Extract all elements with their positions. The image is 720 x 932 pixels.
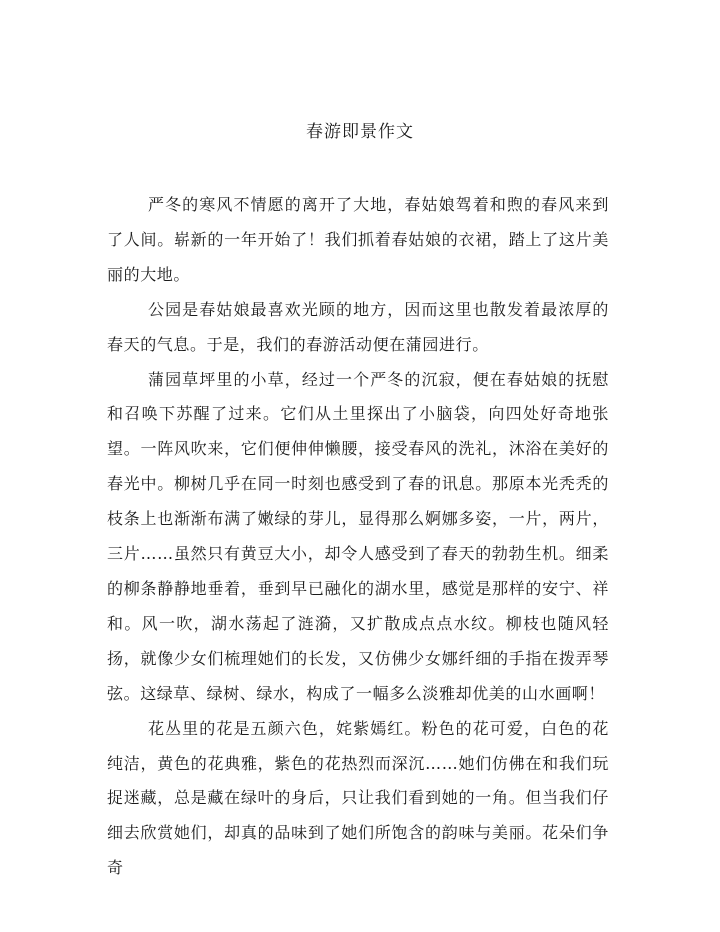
paragraph-4: 花丛里的花是五颜六色，姹紫嫣红。粉色的花可爱，白色的花纯洁，黄色的花典雅，紫色的花热烈而深沉……她们仿佛在和我们玩捉迷藏，总是藏在绿叶的身后，只让我们看到她的一角。但当我们仔细去欣赏她们，却真的品味到了她们所饱含的韵味与美丽。花朵们争奇 xyxy=(107,718,609,878)
paragraph-1: 严冬的寒风不情愿的离开了大地，春姑娘驾着和煦的春风来到了人间。崭新的一年开始了！我们抓着春姑娘的衣裙，踏上了这片美丽的大地。 xyxy=(107,195,609,284)
paragraph-3: 蒲园草坪里的小草，经过一个严冬的沉寂，便在春姑娘的抚慰和召唤下苏醒了过来。它们从土里探出了小脑袋，向四处好奇地张望。一阵风吹来，它们便伸伸懒腰，接受春风的洗礼，沐浴在美好的春光中。柳树几乎在同一时刻也感受到了春的讯息。那原本光秃秃的枝条上也渐渐布满了嫩绿的芽儿，显得那么婀娜多姿，一片，两片，三片……虽然只有黄豆大小，却令人感受到了春天的勃勃生机。细柔的柳条静静地垂着，垂到早已融化的湖水里，感觉是那样的安宁、祥和。风一吹，湖水荡起了涟漪，又扩散成点点水纹。柳枝也随风轻扬，就像少女们梳理她们的长发，又仿佛少女娜纤细的手指在拨弄琴弦。这绿草、绿树、绿水，构成了一幅多么淡雅却优美的山水画啊！ xyxy=(107,369,609,703)
document-title: 春游即景作文 xyxy=(306,122,414,142)
paragraph-2: 公园是春姑娘最喜欢光顾的地方，因而这里也散发着最浓厚的春天的气息。于是，我们的春游活动便在蒲园进行。 xyxy=(107,299,609,354)
document-body xyxy=(107,188,609,886)
